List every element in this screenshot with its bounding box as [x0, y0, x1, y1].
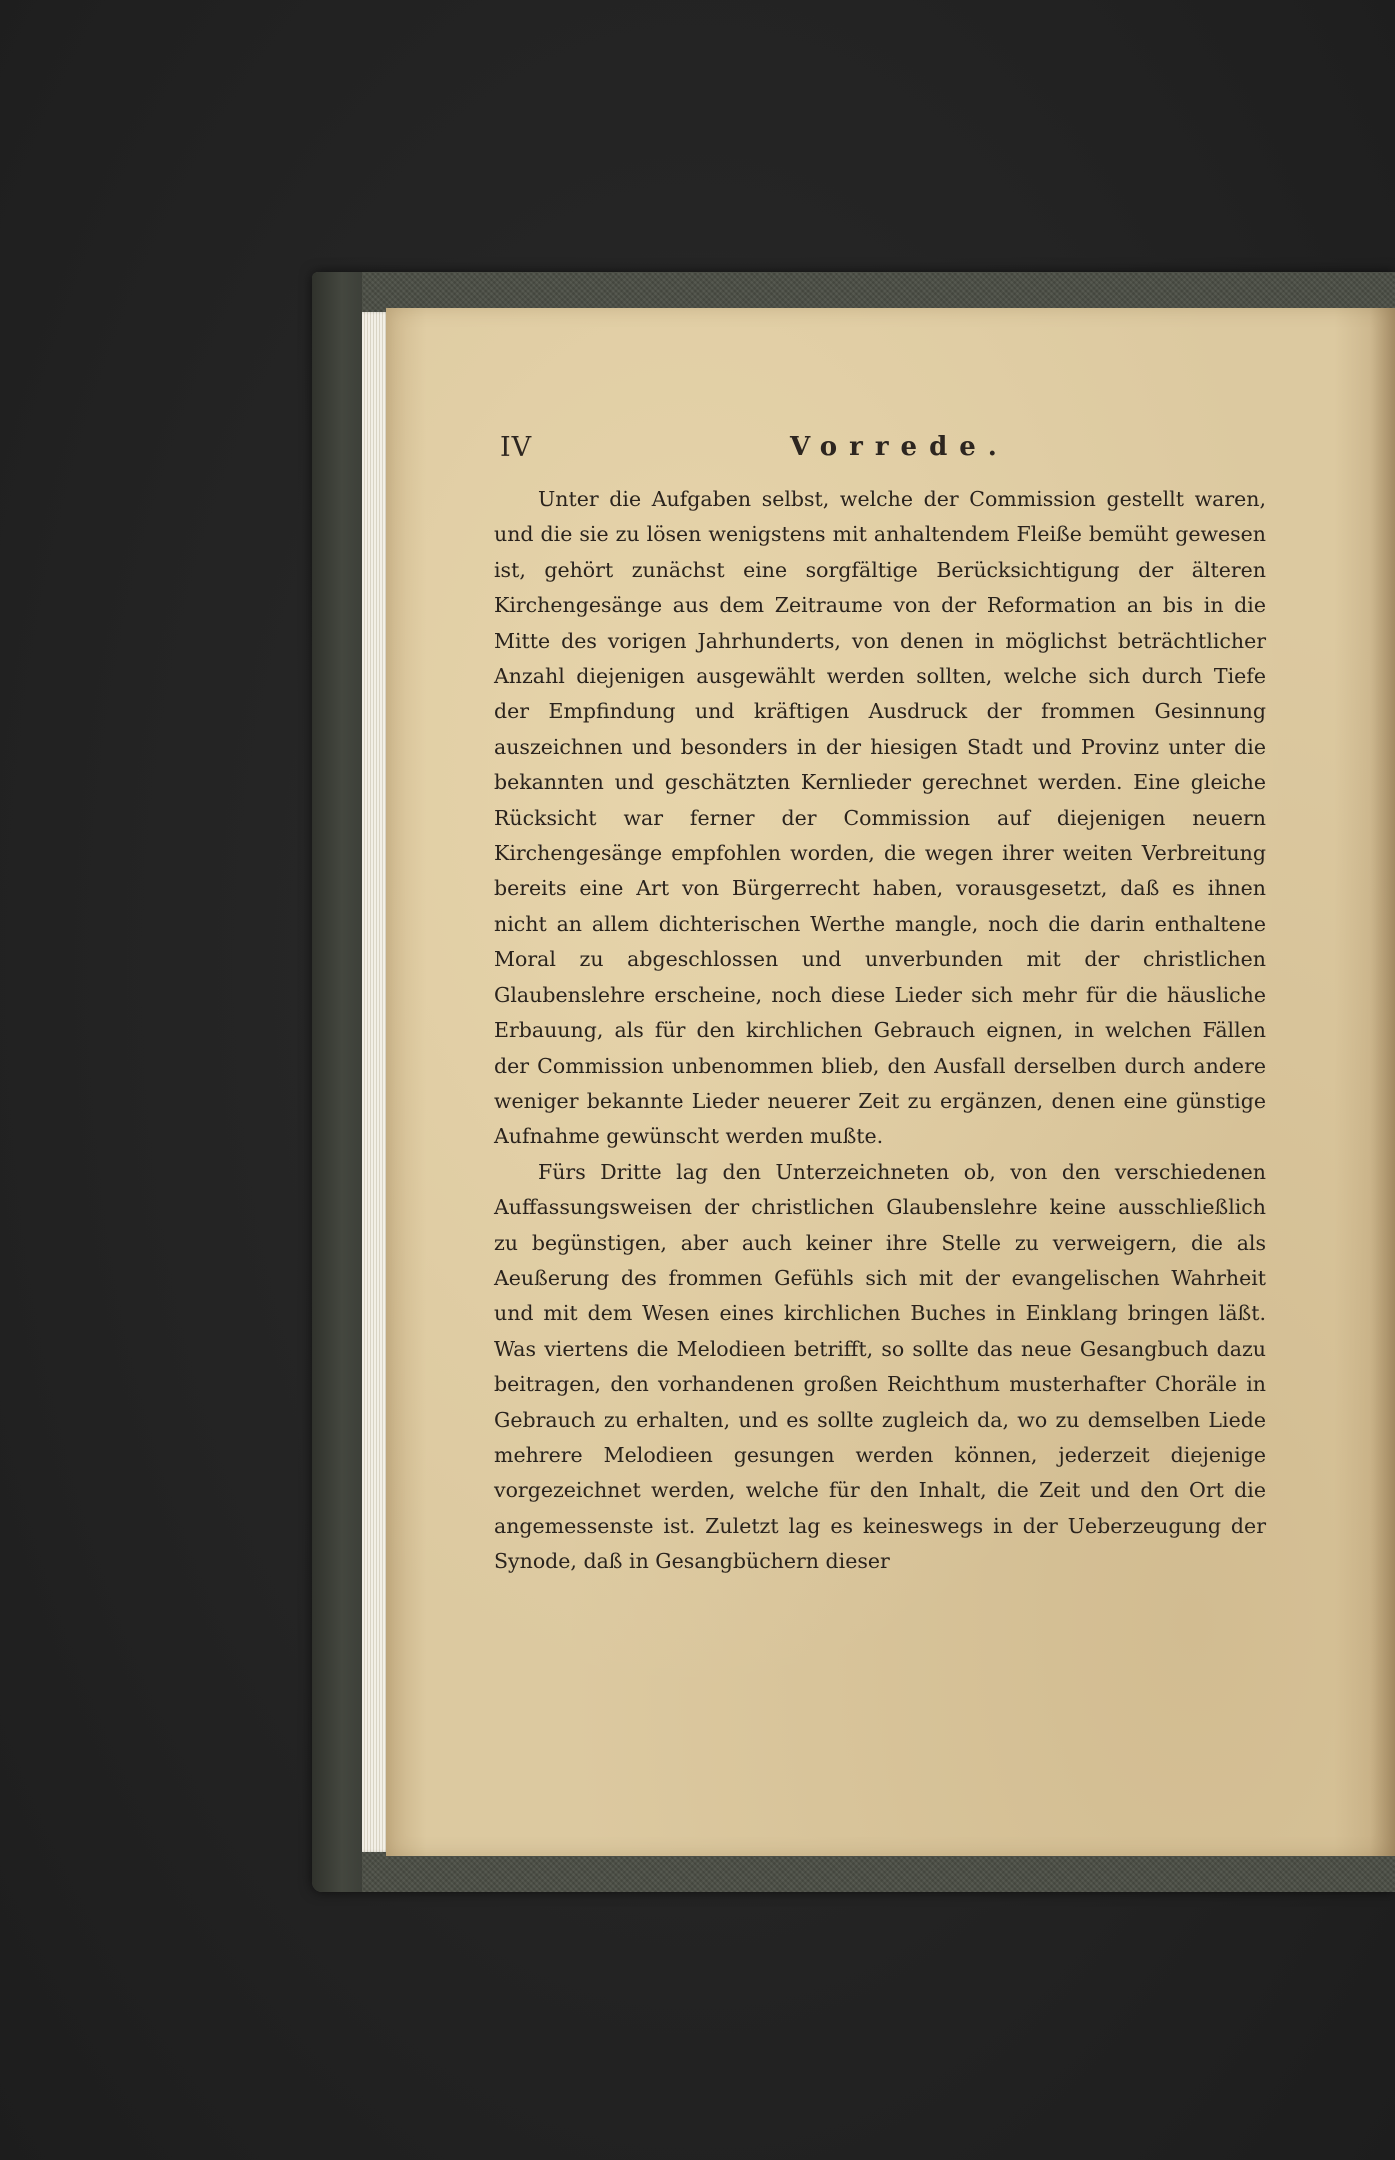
paragraph-1: Unter die Aufgaben selbst, welche der Commission gestellt waren, und die sie zu lösen wenigstens mit anhaltendem Fleiße bemüht gewesen ist, gehört zunächst eine sorgfältige Berücksichtigung der älteren Kirchengesänge aus dem Zeitraume von der Reformation an bis in die Mitte des vorigen Jahrhunderts, von denen in möglichst beträchtlicher Anzahl diejenigen ausgewählt werden sollten, welche sich durch Tiefe der Empfindung und kräftigen Ausdruck der frommen Gesinnung auszeichnen und besonders in der hiesigen Stadt und Provinz unter die bekannten und geschätzten Kernlieder gerechnet werden. Eine gleiche Rücksicht war ferner der Commission auf diejenigen neuern Kirchengesänge empfohlen worden, die wegen ihrer weiten Verbreitung bereits eine Art von Bürgerrecht haben, vorausgesetzt, daß es ihnen nicht an allem dichterischen Werthe mangle, noch die darin enthaltene Moral zu abgeschlossen und unverbunden mit der christlichen Glaubenslehre erscheine, noch diese Lieder sich mehr für die häusliche Erbauung, als für den kirchlichen Gebrauch eignen, in welchen Fällen der Commission unbenommen blieb, den Ausfall derselben durch andere weniger bekannte Lieder neuerer Zeit zu ergänzen, denen eine günstige Aufnahme gewünscht werden mußte.	[494, 487, 1266, 1149]
body-text	[494, 482, 1266, 1580]
book-spine-edge	[312, 272, 362, 1892]
page-gutter-shadow	[1370, 308, 1395, 1856]
paragraph-2: Fürs Dritte lag den Unterzeichneten ob, von den verschiedenen Auffassungsweisen der christlichen Glaubenslehre keine ausschließlich zu begünstigen, aber auch keiner ihre Stelle zu verweigern, die als Aeußerung des frommen Gefühls sich mit der evangelischen Wahrheit und mit dem Wesen eines kirchlichen Buches in Einklang bringen läßt. Was viertens die Melodieen betrifft, so sollte das neue Gesangbuch dazu beitragen, den vorhandenen großen Reichthum musterhafter Choräle in Gebrauch zu erhalten, und es sollte zugleich da, wo zu demselben Liede mehrere Melodieen gesungen werden können, jederzeit diejenige vorgezeichnet werden, welche für den Inhalt, die Zeit und den Ort die angemessenste ist. Zuletzt lag es keineswegs in der Ueberzeugung der Synode, daß in Gesangbüchern dieser	[494, 1159, 1266, 1574]
page-number: IV	[500, 432, 533, 463]
running-title: Vorrede.	[790, 432, 1009, 462]
